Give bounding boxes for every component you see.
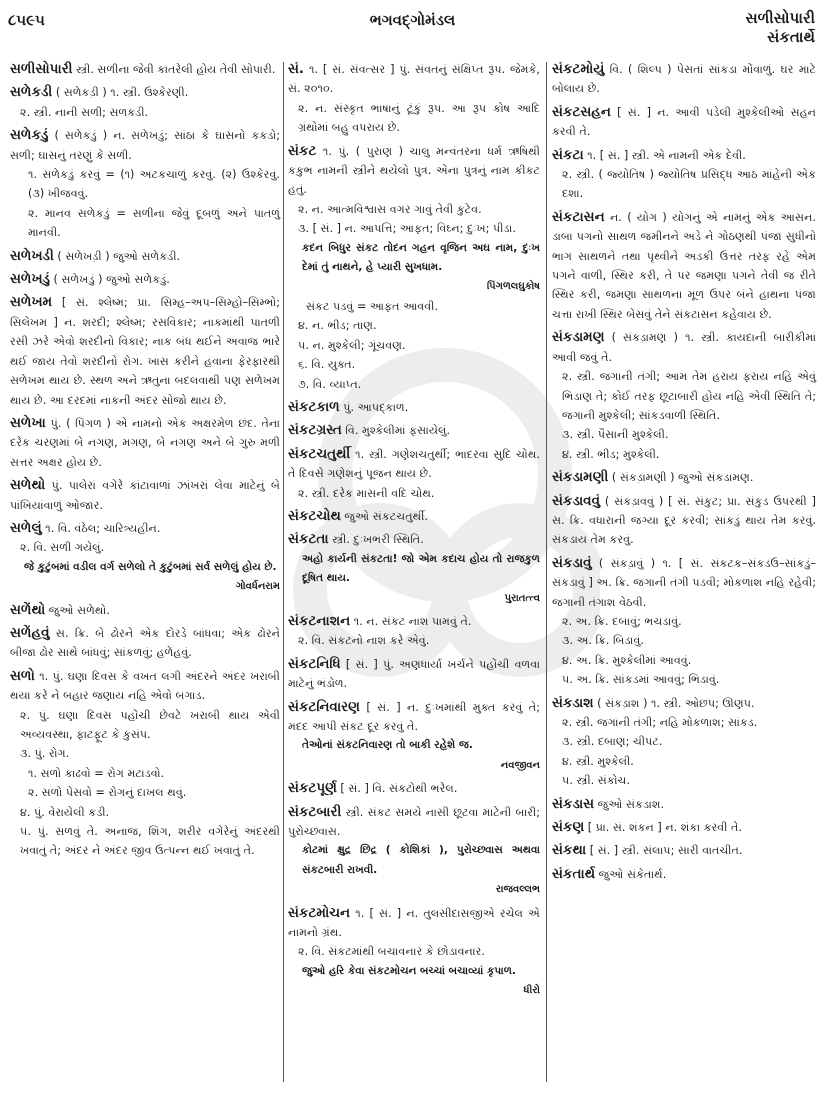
sub-definition: ૨. વિ. સળી ગયેલું. xyxy=(20,541,105,555)
headword: સંકટબારી xyxy=(288,803,342,820)
dictionary-entry xyxy=(10,624,280,663)
definition: સ. ક્રિ. બે ઢોરને એક દોરડે બાંધવા; એક ઢોરને બીજા ઢોર સાથે બાંધવું; સાંકળવું; હળેંહવું. xyxy=(10,626,280,660)
definition: સ્ત્રી. સંકટ સમયે નાસી છૂટવા માટેની બારી; પુરોચ્છ્વાસ. xyxy=(288,805,540,839)
dictionary-entry xyxy=(552,60,816,99)
definition: પું. પાલેરાં વગેરે કાંટાવાળાં ઝાંખરાં લેવા માટેનું બે પાંખિયાંવાળું ઓજાર. xyxy=(10,479,280,512)
entry-main xyxy=(552,841,816,860)
definition: ૧. [ સં. સંવત્સર ] પું. સંવતનું સંક્ષિપ્ત રૂપ. જેમકે, સં. ૨૦૧૦. xyxy=(288,63,540,96)
definition: ( સળેખડ઼ું ) જુઓ સળેકડું. xyxy=(49,273,170,287)
headword: સંકટતા xyxy=(288,531,329,548)
entry-main xyxy=(10,519,280,538)
entry-main xyxy=(552,865,816,884)
dictionary-entry xyxy=(552,865,816,884)
entry-main xyxy=(10,624,280,663)
definition: ( સંકડ઼ામણ ) ૧. સ્ત્રી. કાયદાની બારીકીમાં આવી જવું તે. xyxy=(552,331,816,364)
entry-main xyxy=(552,795,816,814)
citation-source: પુરાતત્ત્વ xyxy=(504,592,540,604)
column-1 xyxy=(10,60,280,865)
page-number: ૮૫૯૫ xyxy=(8,11,45,29)
dictionary-entry xyxy=(10,476,280,515)
headword: સંકથા xyxy=(552,842,587,859)
headword: સંકડાશ xyxy=(552,694,594,711)
citation-quote: તેઓનાં સંકટનિવારણ તો બાકી રહેશે જ. xyxy=(302,739,473,752)
dictionary-entry xyxy=(10,414,280,472)
usage-example: સંકટ પડવું = આફત આવવી. xyxy=(306,299,439,313)
usage-example: ૨. માનવ સળેકડું = સળીના જેવું દૂબળું અને પાતળું માનવી. xyxy=(28,206,280,240)
definition: ( સંકડ઼ામણી ) જુઓ સંકડામણ. xyxy=(608,471,754,485)
sub-definition: ૨. ન. આત્મવિશ્વાસ વગર ગાવું તેવી કુટેવ. xyxy=(298,202,482,216)
entry-main xyxy=(288,803,540,842)
sub-definition: ૪. પું. વેરાયેલી કડી. xyxy=(20,805,110,819)
dictionary-entry xyxy=(10,519,280,597)
sub-definition: ૨. સ્ત્રી. દરેક માસની વદિ ચોથ. xyxy=(298,486,435,500)
citation-source: રાજવલ્લભ xyxy=(495,884,540,896)
definition: [ સં. ] વિ. સંકટોથી ભરેલ. xyxy=(336,782,458,796)
sub-definition: ૨. સ્ત્રી. નાની સળી; સળકડી. xyxy=(20,105,149,119)
entry-main xyxy=(10,414,280,472)
dictionary-entry xyxy=(552,328,816,464)
dictionary-entry xyxy=(10,126,280,242)
sub-definition: ૨. વિ. સંકટનો નાશ કરે એવું. xyxy=(298,634,430,648)
entry-main xyxy=(10,293,280,409)
entry-main xyxy=(288,779,540,798)
definition: પું. આપદ્કાળ. xyxy=(339,400,409,414)
definition: ન. ( યોગ ) યોગનું એ નામનું એક આસન. ડાબા પગનો સાથળ જમીનને અડે ને ગોઠણથી પંજા સુધીનો ભાગ સાથળને તથા પૃથ્વીને અડકી ઉત્તર તરફ રહે એમ પગને વાળી, સ્થિર કરી, તે પર જમણા પગને તેવી જ રીતે સ્થિર કરી, જમણા સાથળના મૂળ ઉપર બંને હાથના પંજા ચત્તા રાખી સ્થિર બેસવું તેને સંકટાસન કહેવાય છે. xyxy=(552,210,816,321)
entry-main xyxy=(10,126,280,165)
definition: [ સં. શ્લેષ્મ; પ્રા. સિમ્હ–અપ–સિમ્હો–સિમ્ભો; સિલેખમ ] ન. શરદી; શ્લેષ્મ; રસવિકાર; નાકમાંથી પાતળી રસી ઝરે એવો શરદીનો વિકાર; નાક બંધ થઈને અવાજ ભારે થઈ જાય તેવો શરદીનો રોગ. ખાસ કરીને હવાના ફેરફારથી સળેખમ થાય છે. સ્થળ અને ઋતુના બદલવાથી પણ સળેખમ થાય છે. આ દરદમાં નાકની અંદર સોજો થાય છે. xyxy=(10,296,280,407)
headword: સંકટાસન xyxy=(552,208,605,225)
headword: સંકટનિધિ xyxy=(288,655,341,672)
dictionary-entry xyxy=(288,698,540,776)
definition: [ સં. ] પું. અણધાર્યા ખર્ચને પહોંચી વળવા માટેનું ભંડોળ. xyxy=(288,657,540,691)
dictionary-entry xyxy=(10,60,280,79)
usage-example: ૧. સળેકડું કરવું = (૧) અટકચાળું કરવું. (૨) ઉશ્કેરવું. (૩) ખીજવવું. xyxy=(28,168,280,201)
headword: સંકટા xyxy=(552,146,584,163)
dictionary-entry xyxy=(10,270,280,289)
sub-definition: ૨. સ્ત્રી. જગાની તંગી; આમ તેમ હરાય ફરાય નહિ એવું ભિડાણ તે; કોઈ તરફ છૂટાબારી હોય નહિ એવી સ્થિતિ તે; જગાની મુશ્કેલી; સાંકડવાળી સ્થિતિ. xyxy=(562,370,816,422)
entry-main xyxy=(552,103,816,142)
entry-main xyxy=(10,667,280,706)
guide-words xyxy=(746,9,816,47)
entry-main xyxy=(288,421,540,440)
headword: સં. xyxy=(288,61,305,77)
dictionary-entry xyxy=(10,247,280,266)
sub-definition: ૪. અ. ક્રિ. મુશ્કેલીમાં આવવું. xyxy=(562,653,692,667)
book-title: ભગવદ્ગોમંડલ xyxy=(369,11,456,29)
headword: સંકટ xyxy=(288,142,317,159)
entry-main xyxy=(288,655,540,694)
headword: સંકટસહન xyxy=(552,103,611,120)
sub-definition: ૨. અ. ક્રિ. દબાવું; ભચડાવું. xyxy=(562,614,682,628)
headword: સંકડાસ xyxy=(552,795,595,812)
definition: ૧. [ સં. ] સ્ત્રી. એ નામની એક દેવી. xyxy=(583,148,746,162)
sub-definition: ૫. પું. સળવું તે. અનાજ, શિંગ, શરીર વગેરેનું અંદરથી ખવાતું તે; અંદર ને અંદર જીવ ઉત્પન્ન થઈ ખવાતું તે. xyxy=(20,825,280,858)
entry-main xyxy=(288,612,540,631)
headword: સંકતાર્થ xyxy=(552,865,596,882)
dictionary-entry xyxy=(10,601,280,620)
headword: સળીસોપારી xyxy=(10,61,73,77)
dictionary-entry xyxy=(288,398,540,417)
entry-main xyxy=(552,694,816,713)
entry-main xyxy=(10,270,280,289)
definition: વિ. ( શિલ્પ ) પેસતાં સાંકડા મોંવાળું. ઘર માટે બોલાય છે. xyxy=(552,63,816,96)
dictionary-entry xyxy=(10,293,280,409)
entry-main xyxy=(10,476,280,515)
headword: સળેકડી xyxy=(10,84,53,101)
headword: સળેખમ xyxy=(10,294,53,311)
definition: ૧. વિ. વંઠેલ; ચારિત્ર્યહીન. xyxy=(41,521,161,535)
dictionary-entry xyxy=(288,60,540,138)
guide-word-first: સળીસોપારી xyxy=(745,9,815,27)
entry-main xyxy=(288,60,540,99)
column-3 xyxy=(552,60,816,888)
sub-definition: ૫. સ્ત્રી. સંકોચ. xyxy=(562,774,631,788)
definition: [ પ્રા. સં. શંકન ] ન. શંકા કરવી તે. xyxy=(584,821,743,835)
definition: સ્ત્રી. દુઃખભરી સ્થિતિ. xyxy=(328,533,424,547)
dictionary-entry xyxy=(552,795,816,814)
entry-main xyxy=(552,60,816,99)
definition: સ્ત્રી. સળીના જેવી કાતરેલી હોય તેવી સોપારી. xyxy=(72,63,276,76)
sub-definition: ૩. સ્ત્રી. પૈસાની મુશ્કેલી. xyxy=(562,428,669,442)
definition: ( સંકડ઼ાશ ) ૧. સ્ત્રી. ઓછપ; ઊણપ. xyxy=(593,696,755,710)
entry-main xyxy=(552,554,816,612)
definition: ( સળેકડ઼ી ) ૧. સ્ત્રી. ઉશ્કેરણી. xyxy=(52,86,189,100)
entry-main xyxy=(288,142,540,200)
sub-definition: ૫. ન. મુશ્કેલી; ગૂંચવણ. xyxy=(298,338,406,352)
citation-source: ગોવર્ધનરામ xyxy=(235,581,280,593)
headword: સંકણ xyxy=(552,819,585,836)
definition: ૧. ન. સંકટ નાશ પામવું તે. xyxy=(350,614,472,628)
entry-main xyxy=(288,445,540,484)
column-2 xyxy=(288,60,540,1005)
definition: [ સં. ] ન. આવી પડેલી મુશ્કેલીઓ સહન કરવી તે. xyxy=(552,105,816,139)
dictionary-entry xyxy=(552,492,816,550)
definition: ૧. પું. ઘણા દિવસ કે વખત લગી અંદરને અંદર ખરાબી થયા કરે ને બહાર જણાય નહિ એવો બગાડ. xyxy=(10,669,280,703)
definition: જુઓ સળેથો. xyxy=(45,603,110,617)
sub-definition: ૩. પું. રોગ. xyxy=(20,747,70,761)
definition: ( સળેખડ઼ી ) જુઓ સળેકડી. xyxy=(53,249,181,263)
dictionary-entry xyxy=(552,841,816,860)
sub-definition: ૨. સ્ત્રી. ( જ્યોતિષ ) જ્યોતિષ પ્રસિદ્ધ આઠ માંહેની એક દશા. xyxy=(562,168,816,201)
sub-definition: ૨. પું. ઘણા દિવસ પહોંચી છેવટે ખરાબી થાય એવી અવ્યવસ્થા, ફાટફૂટ કે કુસંપ. xyxy=(20,708,280,741)
dictionary-entry xyxy=(288,803,540,900)
dictionary-entry xyxy=(288,530,540,608)
dictionary-entry xyxy=(552,468,816,487)
headword: સળેકડું xyxy=(10,127,49,144)
dictionary-entry xyxy=(288,421,540,440)
headword: સંકડામણ xyxy=(552,329,605,346)
guide-word-last: સંકતાર્થે xyxy=(767,28,815,46)
entry-main xyxy=(552,492,816,550)
headword: સંકટચતુર્થી xyxy=(288,445,351,462)
headword: સળો xyxy=(10,667,35,684)
headword: સળેલું xyxy=(10,519,42,536)
dictionary-entry xyxy=(288,507,540,526)
dictionary-entry xyxy=(552,554,816,690)
headword: સંકટકાળ xyxy=(288,398,340,415)
headword: સંકટપૂર્ણ xyxy=(288,780,337,797)
citation-quote: અહો કાર્યની સંકટતા! જો એમ કદાચ હોય તો રાજકુળ દૂષિત થાય. xyxy=(302,552,540,585)
definition: ( સંકડ઼ાવવું ) [ સં. સંકુટ; પ્રા. સંકુડ ઉપરથી ] સ. ક્રિ. વધારાની જગ્યા દૂર કરવી; સાંકડું થાય તેમ કરવું. સંકડાય તેમ કરવું. xyxy=(552,494,816,547)
dictionary-entry xyxy=(552,146,816,204)
dictionary-entry xyxy=(552,694,816,791)
citation-source: પિંગળલઘુકોષ xyxy=(486,281,540,293)
entry-main xyxy=(552,818,816,837)
headword: સળેથો xyxy=(10,477,46,494)
sub-definition: ૩. અ. ક્રિ. બિડાવું. xyxy=(562,634,644,648)
dictionary-entry xyxy=(552,818,816,837)
headword: સંકડાવું xyxy=(552,554,592,571)
dictionary-entry xyxy=(288,142,540,394)
entry-main xyxy=(288,398,540,417)
definition: જુઓ સંકટચતુર્થી. xyxy=(340,509,428,523)
entry-main xyxy=(10,83,280,102)
definition: ( સળેકડ઼ું ) ન. સળેખડું; સાંઠા કે ઘાસનો કકડો; સળી; ઘાસનું તરણું કે સળી. xyxy=(10,129,280,162)
entry-main xyxy=(10,247,280,266)
dictionary-entry xyxy=(552,103,816,142)
citation-quote: કોટમાં ક્ષુદ્ર છિદ્ર ( કોશિકાં ), પુરોચ્છ્વાસ અથવા સંકટબારી રાખવી. xyxy=(302,844,540,876)
definition: ૧. પું. ( પુરાણ ) ચાલુ મન્વંતરના ધર્મ ઋષિથી કકુભ નામની સ્ત્રીને થયેલો પુત્ર. એના પુત્રનું નામ કીકટ હતું. xyxy=(288,144,540,197)
dictionary-entry xyxy=(552,208,816,324)
entry-main xyxy=(10,60,280,79)
dictionary-entry xyxy=(10,667,280,861)
definition: જુઓ સંકેતાર્થ. xyxy=(595,867,667,881)
definition: [ સં. ] ન. દુઃખમાંથી મુક્ત કરવું તે; મદદ આપી સંકટ દૂર કરવું તે. xyxy=(288,700,540,733)
entry-main xyxy=(552,146,816,165)
entry-main xyxy=(288,904,540,943)
sub-definition: ૪. ન. ભીડ; તાણ. xyxy=(298,319,377,333)
headword: સંકટમોયું xyxy=(552,61,605,77)
definition: ૧. [ સં. ] ન. તુલસીદાસજીએ રચેલ એ નામનો ગ્રંથ. xyxy=(288,906,540,940)
entry-main xyxy=(10,601,280,620)
definition: ( સંકડ઼ાવું ) ૧. [ સં. સંકટક–સંકડઉ–સાંકડું–સંકડાવું ] અ. ક્રિ. જગાની તંગી પડવી; મોકળાશ નહિ રહેવી; જગાની તંગાશ વેઠવી. xyxy=(552,556,816,609)
headword: સળેખા xyxy=(10,414,46,431)
entry-main xyxy=(288,698,540,737)
headword: સંકટમોચન xyxy=(288,904,351,921)
headword: સળેખડું xyxy=(10,271,50,288)
headword: સંકટનિવારણ xyxy=(288,698,360,715)
entry-main xyxy=(552,328,816,367)
headword: સળેખડી xyxy=(10,247,54,264)
entry-main xyxy=(288,507,540,526)
dictionary-entry xyxy=(10,83,280,122)
sub-definition: ૨. સ્ત્રી. જગાની તંગી; નહિ મોકળાશ; સાંકડ. xyxy=(562,716,758,729)
dictionary-entry xyxy=(288,904,540,1001)
headword: સંકટગ્રસ્ત xyxy=(288,422,342,439)
definition: જુઓ સંકડાશ. xyxy=(594,797,665,811)
dictionary-entry xyxy=(288,779,540,798)
definition: [ સં. ] સ્ત્રી. સંલાપ; સારી વાતચીત. xyxy=(586,844,743,858)
sub-definition: ૭. વિ. વ્યાપ્ત. xyxy=(298,377,362,391)
usage-example: ૨. સળો પેસવો = રોગનું દાખલ થવું. xyxy=(28,786,187,800)
headword: સળેંહવું xyxy=(10,624,50,641)
entry-main xyxy=(552,468,816,487)
headword: સંકટચોથ xyxy=(288,507,341,524)
citation-source: નવજીવન xyxy=(500,759,540,771)
sub-definition: ૩. [ સં. ] ન. આપત્તિ; આફત; વિઘ્ન; દુઃખ; પીડા. xyxy=(298,222,516,236)
headword: સળેંથો xyxy=(10,601,46,618)
column-divider xyxy=(283,62,284,1082)
citation-quote: કદન બિધુર સંકટ તોદન ગહન વૃજિન અઘ નામ, દુઃખ દેમાં તું નાથને, હે પ્યારી સુખધામ. xyxy=(302,241,540,274)
usage-example: ૧. સળો કાઢવો = રોગ મટાડવો. xyxy=(28,766,165,780)
citation-quote: જે કુટુંબમાં વડીલ વર્ગ સળેલો તે કુટુંબમાં સર્વ સળેલું હોય છે. xyxy=(24,560,277,573)
dictionary-entry xyxy=(288,445,540,503)
entry-main xyxy=(288,530,540,549)
headword: સંકડાવવું xyxy=(552,492,601,509)
dictionary-entry xyxy=(288,655,540,694)
page-header xyxy=(0,0,825,52)
sub-definition: ૩. સ્ત્રી. દબાણ; ચીપટ. xyxy=(562,735,663,749)
dictionary-entry xyxy=(288,612,540,651)
sub-definition: ૫. અ. ક્રિ. સાંકડમાં આવવું; ભિડાવું. xyxy=(562,673,720,687)
citation-source: ધીરો xyxy=(523,985,540,997)
headword: સંકટનાશન xyxy=(288,612,351,629)
definition: વિ. મુશ્કેલીમાં ફસાયેલું. xyxy=(341,424,451,438)
column-divider xyxy=(546,62,547,1082)
definition: ૧. સ્ત્રી. ગણેશચતુર્થી; ભાદરવા સુદિ ચોથ. તે દિવસે ગણેશનું પૂજન થાય છે. xyxy=(288,447,540,481)
entry-main xyxy=(552,208,816,324)
sub-definition: ૪. સ્ત્રી. ભીડ; મુશ્કેલી. xyxy=(562,447,660,461)
sub-definition: ૨. ન. સંસ્કૃત ભાષાનું ટૂંકું રૂપ. આ રૂપ કોષ આદિ ગ્રંથોમાં બહુ વપરાય છે. xyxy=(298,101,540,135)
sub-definition: ૪. સ્ત્રી. મુશ્કેલી. xyxy=(562,754,634,768)
headword: સંકડામણી xyxy=(552,469,609,486)
definition: પું. ( પિંગળ ) એ નામનો એક અક્ષરમેળ છંદ. તેના દરેક ચરણમાં બે નગણ, મગણ, બે નગણ અને બે ગુરુ મળી સત્તર અક્ષર હોય છે. xyxy=(10,416,280,469)
sub-definition: ૨. વિ. સંકટમાંથી બચાવનાર કે છોડાવનાર. xyxy=(298,945,485,959)
citation-quote: જુઓ હરિ કેવા સંકટમોચન બચ્ચાં બચાવ્યાં કૃપાળ. xyxy=(302,964,516,977)
sub-definition: ૬. વિ. યુક્ત. xyxy=(298,358,356,372)
